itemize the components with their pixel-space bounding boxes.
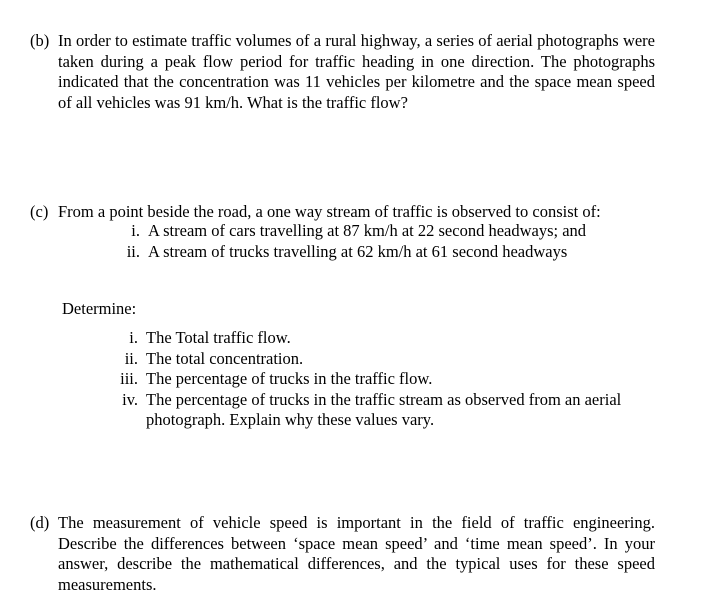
list-item-number: iii. [120, 369, 138, 388]
question-b-label: (b) [30, 31, 50, 50]
list-item [118, 328, 658, 349]
list-item-number: i. [131, 221, 140, 240]
question-d-label: (d) [30, 513, 50, 532]
list-item-number: i. [129, 328, 138, 347]
question-c-text [58, 202, 655, 223]
list-item-number: ii. [124, 348, 138, 368]
question-d-paragraph: The measurement of vehicle speed is important in the field of traffic engineering. Describe the differences between ‘space mean speed’ and ‘time mean speed’. In your answer, describe the mathematical differences, and the typical uses for these speed measurements. [58, 513, 655, 594]
list-item-text: The Total traffic flow. [146, 328, 291, 347]
list-item-number: iv. [122, 389, 138, 409]
list-item [122, 242, 662, 263]
question-c-label: (c) [30, 202, 49, 221]
question-c-paragraph: From a point beside the road, a one way stream of traffic is observed to consist of: [58, 202, 601, 221]
list-item [118, 369, 658, 390]
question-b-paragraph: In order to estimate traffic volumes of a rural highway, a series of aerial photographs were taken during a peak flow period for traffic heading in one direction. The photographs indicated that the concentration was 11 vehicles per kilometre and the space mean speed of all vehicles was 91 km/h. What is the traffic flow? [58, 31, 655, 112]
stream-list [122, 221, 662, 262]
list-item-text: The percentage of trucks in the traffic stream as observed from an aerial photograph. Explain why these values vary. [146, 389, 622, 429]
list-item [122, 221, 662, 242]
list-item-number: ii. [126, 241, 140, 261]
list-item-text: The percentage of trucks in the traffic flow. [146, 369, 433, 388]
list-item-text: A stream of trucks travelling at 62 km/h at 61 second headways [148, 241, 568, 261]
list-item-text: A stream of cars travelling at 87 km/h at 22 second headways; and [148, 221, 587, 240]
list-item-text: The total concentration. [146, 348, 304, 368]
determine-list [118, 328, 658, 431]
determine-label: Determine: [62, 299, 137, 318]
list-item [118, 390, 658, 431]
question-d-text [58, 513, 655, 595]
question-b-text [58, 31, 655, 113]
list-item [118, 349, 658, 370]
